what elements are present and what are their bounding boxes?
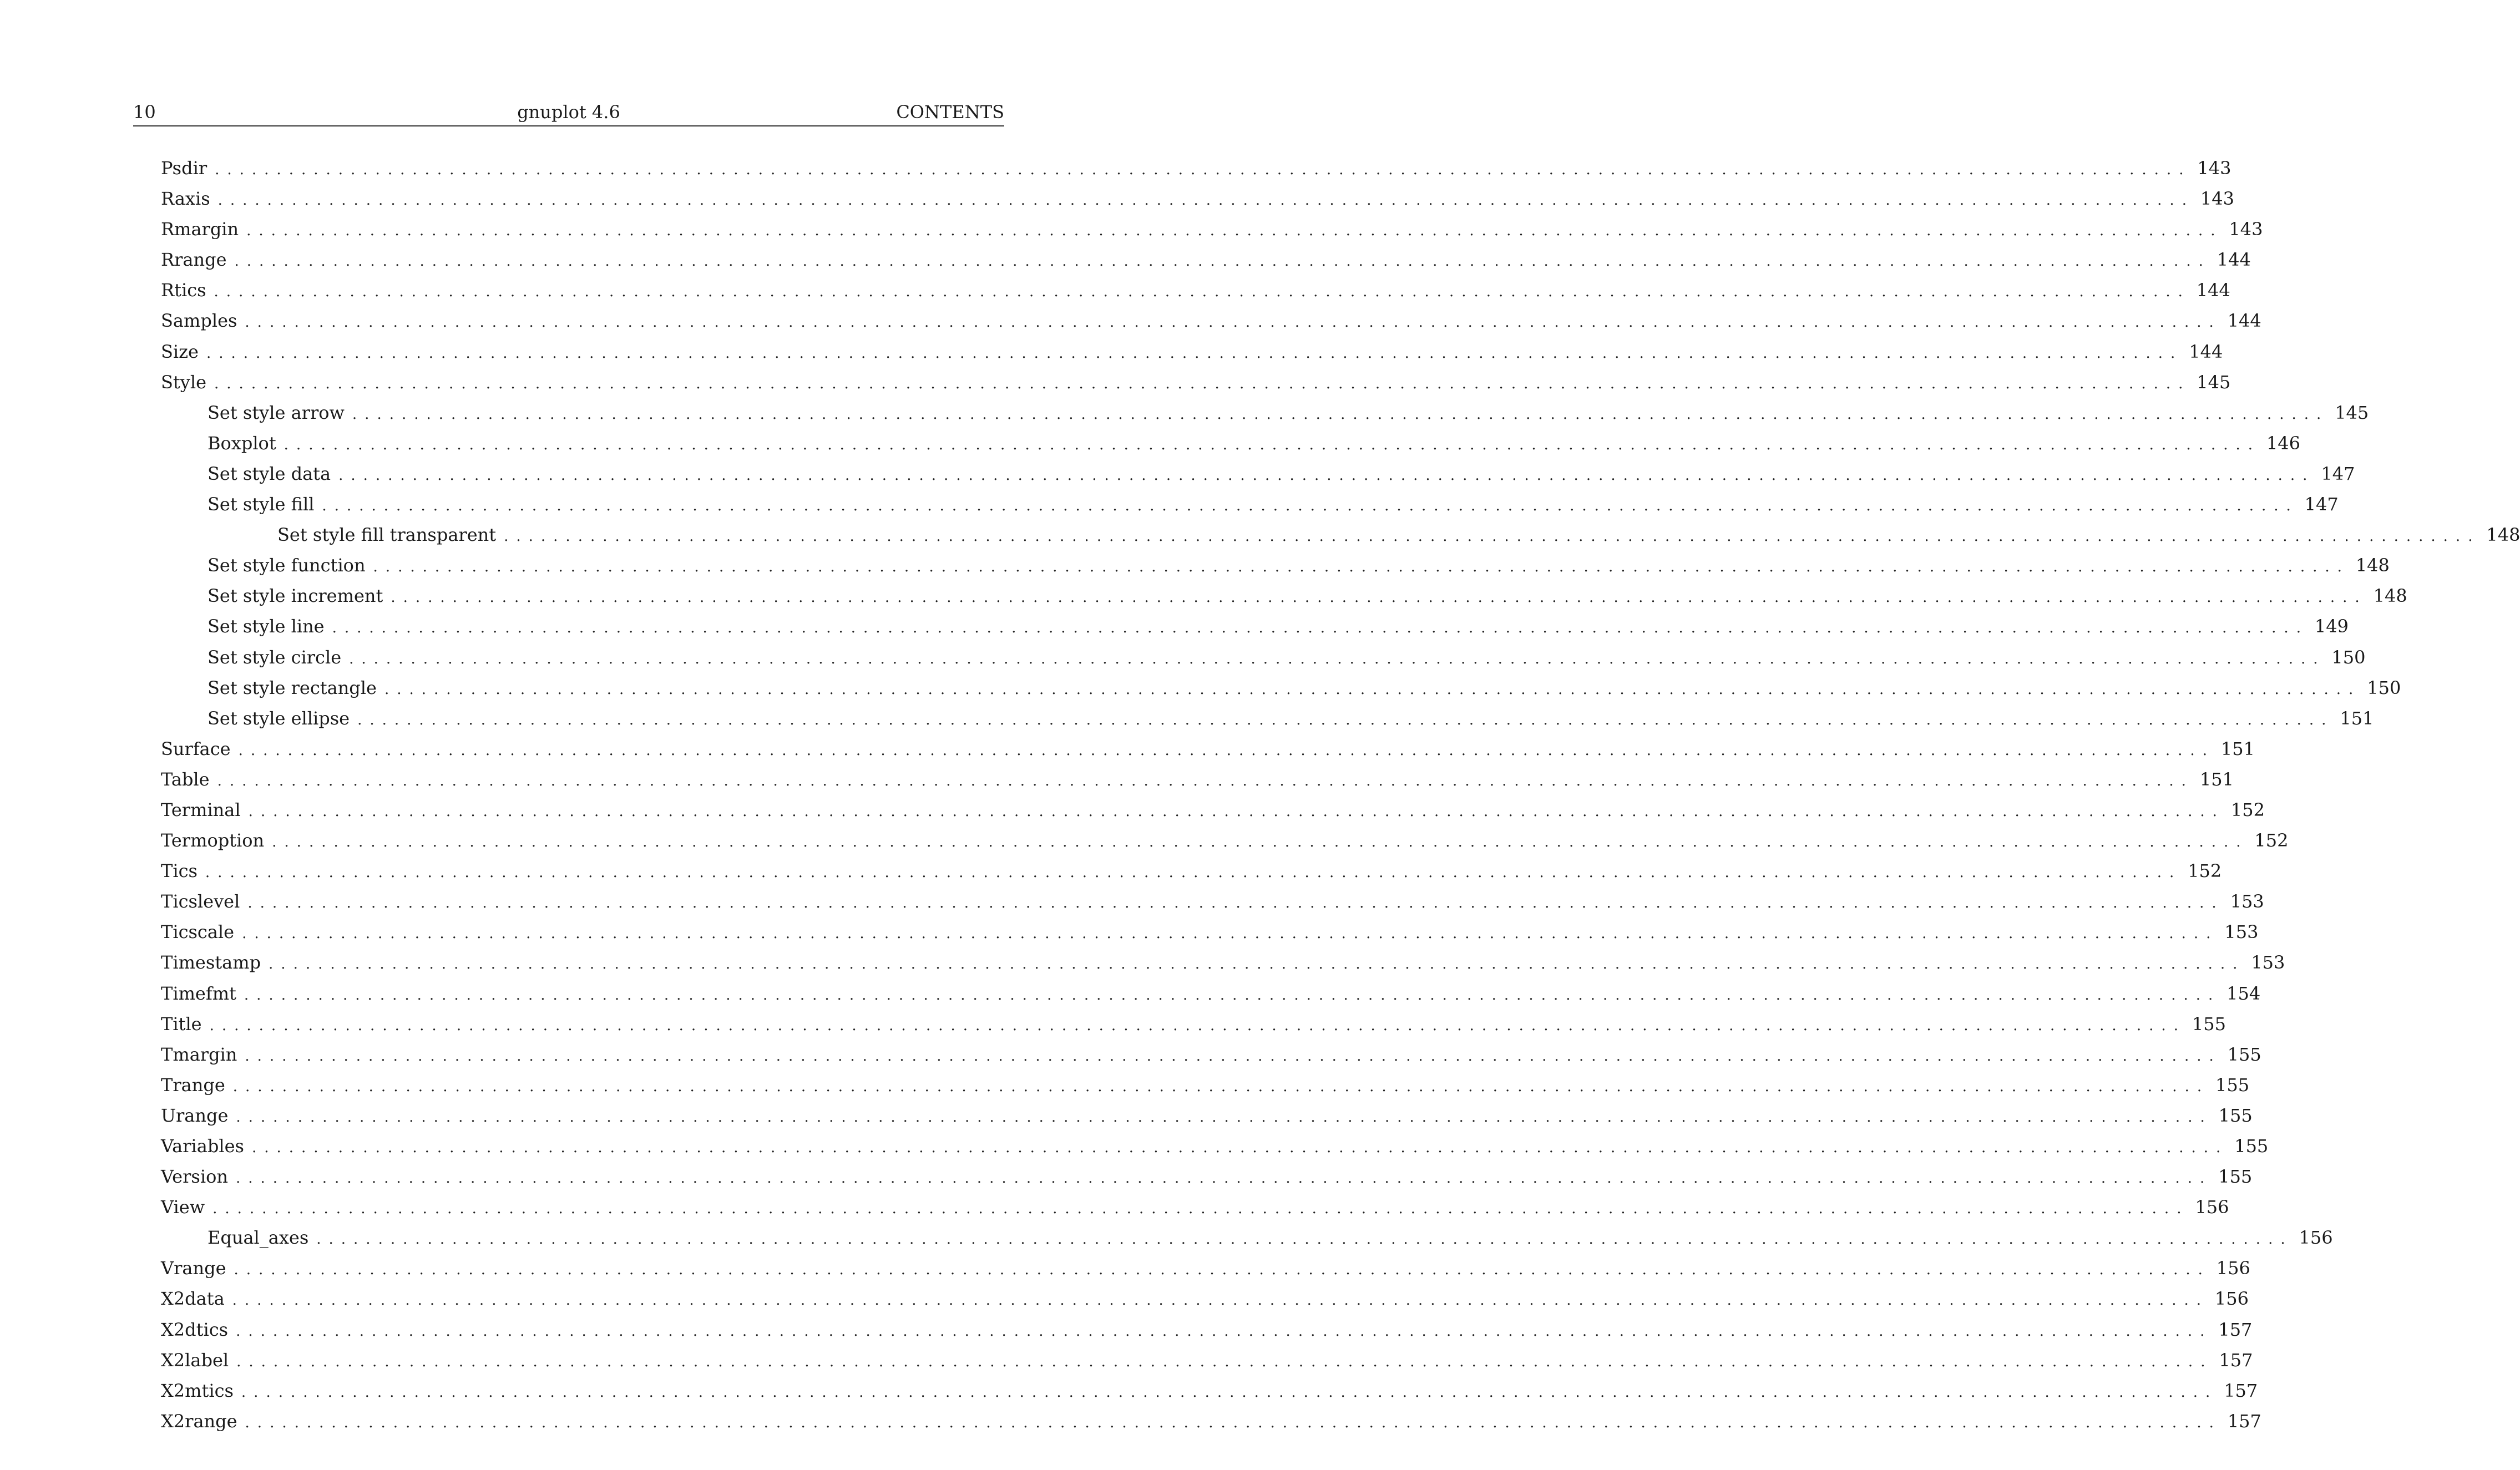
toc-entry-title: Ticslevel	[161, 888, 247, 915]
toc-entry[interactable]	[161, 429, 2301, 460]
toc-entry-page: 155	[2218, 1104, 2253, 1126]
dot-leader: ................................................................................................................................................................	[212, 1200, 2189, 1218]
toc-entry-line	[161, 1254, 2250, 1284]
toc-entry-line	[161, 185, 2234, 214]
toc-entry-page: 155	[2227, 1043, 2261, 1065]
toc-entry-page: 146	[2266, 432, 2301, 454]
toc-entry-page: 151	[2199, 768, 2234, 790]
toc-entry-line	[161, 1041, 2261, 1070]
dot-leader: ................................................................................................................................................................	[215, 161, 2192, 178]
toc-entry-line	[161, 1163, 2253, 1192]
document-title: gnuplot 4.6	[517, 102, 620, 123]
toc-entry-page: 144	[2189, 341, 2223, 362]
dot-leader: ................................................................................................................................................................	[244, 986, 2221, 1003]
dot-leader: ................................................................................................................................................................	[236, 1322, 2213, 1340]
toc-entry-title: Timefmt	[161, 980, 244, 1007]
dot-leader: ................................................................................................................................................................	[504, 528, 2481, 545]
toc-entry-title: Set style line	[208, 612, 332, 640]
toc-entry-page: 149	[2314, 616, 2349, 637]
toc-entry-page: 156	[2299, 1227, 2333, 1249]
toc-entry[interactable]	[161, 1377, 2258, 1407]
toc-entry-line	[208, 399, 2369, 428]
toc-entry-page: 156	[2195, 1197, 2229, 1218]
toc-entry-page: 152	[2230, 799, 2265, 820]
dot-leader: ................................................................................................................................................................	[338, 467, 2315, 484]
dot-leader: ................................................................................................................................................................	[206, 344, 2183, 362]
toc-entry-line	[161, 1132, 2269, 1162]
toc-entry-line	[161, 888, 2264, 917]
toc-entry[interactable]	[161, 766, 2234, 796]
toc-entry-page: 150	[2331, 646, 2366, 668]
dot-leader: ................................................................................................................................................................	[236, 1353, 2213, 1370]
toc-entry-line	[161, 1407, 2261, 1437]
dot-leader: ................................................................................................................................................................	[247, 895, 2224, 912]
dot-leader: ................................................................................................................................................................	[232, 1078, 2210, 1095]
toc-entry[interactable]	[161, 612, 2349, 643]
toc-entry-title: Boxplot	[208, 429, 284, 457]
toc-entry-line	[161, 246, 2251, 275]
toc-entry[interactable]	[161, 918, 2259, 949]
toc-entry-title: X2mtics	[161, 1377, 241, 1405]
toc-entry-title: X2label	[161, 1346, 236, 1374]
dot-leader: ................................................................................................................................................................	[373, 559, 2350, 576]
dot-leader: ................................................................................................................................................................	[246, 222, 2223, 240]
dot-leader: ................................................................................................................................................................	[357, 711, 2334, 728]
toc-entry-title: Vrange	[161, 1254, 234, 1282]
toc-entry-line	[161, 338, 2223, 367]
toc-entry-line	[208, 704, 2374, 734]
toc-entry-title: Urange	[161, 1102, 236, 1129]
toc-entry-line	[161, 1071, 2250, 1101]
toc-entry-title: X2dtics	[161, 1316, 236, 1344]
toc-entry-title: View	[161, 1193, 212, 1221]
toc-entry[interactable]	[161, 490, 2339, 521]
toc-entry[interactable]	[161, 307, 2261, 337]
toc-entry-title: Tmargin	[161, 1041, 245, 1068]
toc-entry-title: Raxis	[161, 185, 218, 212]
toc-entry-line	[161, 1102, 2253, 1131]
toc-entry-page: 155	[2192, 1013, 2226, 1035]
toc-entry-page: 153	[2251, 952, 2285, 974]
toc-entry-line	[161, 1377, 2258, 1406]
toc-entry-line	[208, 460, 2355, 489]
toc-entry-line	[161, 735, 2255, 764]
toc-entry[interactable]	[161, 1407, 2261, 1438]
toc-entry-line	[161, 368, 2231, 398]
dot-leader: ................................................................................................................................................................	[349, 650, 2326, 667]
dot-leader: ................................................................................................................................................................	[234, 1261, 2210, 1279]
toc-entry-title: Title	[161, 1010, 210, 1038]
dot-leader: ................................................................................................................................................................	[217, 192, 2194, 209]
toc-entry[interactable]	[161, 154, 2231, 185]
toc-entry-page: 147	[2304, 494, 2339, 515]
toc-entry-title: Equal_axes	[208, 1224, 316, 1251]
toc-entry-title: Rmargin	[161, 215, 246, 243]
dot-leader: ................................................................................................................................................................	[209, 1017, 2186, 1034]
dot-leader: ................................................................................................................................................................	[236, 1108, 2213, 1126]
dot-leader: ................................................................................................................................................................	[214, 375, 2191, 392]
toc-entry-title: Termoption	[161, 827, 272, 854]
toc-entry-page: 143	[2229, 219, 2263, 240]
toc-entry-line	[208, 429, 2301, 459]
toc-entry[interactable]	[161, 1071, 2250, 1102]
toc-entry[interactable]	[161, 215, 2263, 246]
toc-entry-title: X2range	[161, 1407, 245, 1435]
toc-entry-title: Set style fill transparent	[277, 521, 504, 549]
toc-entry[interactable]	[161, 460, 2355, 490]
toc-entry-title: Tics	[161, 857, 205, 885]
toc-entry-line	[161, 796, 2265, 825]
toc-entry[interactable]	[161, 1010, 2226, 1041]
dot-leader: ................................................................................................................................................................	[272, 834, 2249, 851]
toc-entry-line	[161, 215, 2263, 245]
toc-entry[interactable]	[161, 735, 2255, 766]
toc-entry[interactable]	[161, 888, 2264, 918]
toc-entry-page: 157	[2219, 1349, 2253, 1371]
toc-entry-page: 145	[2197, 371, 2231, 393]
dot-leader: ................................................................................................................................................................	[235, 1170, 2213, 1187]
toc-entry[interactable]	[161, 796, 2265, 827]
toc-entry-line	[161, 766, 2234, 795]
toc-entry-line	[161, 827, 2289, 856]
toc-entry[interactable]	[161, 1102, 2253, 1132]
dot-leader: ................................................................................................................................................................	[269, 956, 2245, 973]
toc-entry-line	[161, 980, 2261, 1009]
toc-entry-page: 155	[2215, 1074, 2250, 1096]
toc-entry-page: 150	[2367, 677, 2401, 698]
toc-entry[interactable]	[161, 949, 2285, 979]
toc-entry[interactable]	[161, 276, 2230, 307]
dot-leader: ................................................................................................................................................................	[214, 283, 2190, 301]
toc-entry-page: 151	[2340, 707, 2374, 729]
dot-leader: ................................................................................................................................................................	[352, 405, 2329, 423]
toc-entry-page: 153	[2230, 891, 2264, 913]
toc-entry-line	[161, 1193, 2229, 1223]
toc-entry[interactable]	[161, 704, 2374, 735]
toc-entry-page: 144	[2217, 249, 2251, 271]
toc-entry[interactable]	[161, 1316, 2253, 1346]
toc-entry[interactable]	[161, 338, 2223, 368]
toc-entry[interactable]	[161, 521, 2520, 551]
dot-leader: ................................................................................................................................................................	[232, 1292, 2209, 1309]
toc-entry-page: 145	[2335, 402, 2369, 423]
toc-entry-title: Size	[161, 338, 206, 366]
toc-entry-page: 157	[2227, 1410, 2261, 1432]
toc-entry-line	[161, 276, 2230, 306]
toc-entry-line	[161, 154, 2231, 184]
dot-leader: ................................................................................................................................................................	[245, 1414, 2222, 1431]
toc-entry-title: X2data	[161, 1285, 232, 1312]
toc-entry[interactable]	[161, 674, 2401, 704]
toc-entry-line	[161, 1010, 2226, 1040]
dot-leader: ................................................................................................................................................................	[241, 1383, 2218, 1401]
dot-leader: ................................................................................................................................................................	[384, 681, 2361, 698]
toc-entry[interactable]	[161, 368, 2231, 399]
toc-entry-title: Ticscale	[161, 918, 242, 946]
toc-entry-title: Set style function	[208, 551, 373, 579]
toc-entry[interactable]	[161, 185, 2234, 215]
toc-entry[interactable]	[161, 1254, 2250, 1285]
dot-leader: ................................................................................................................................................................	[322, 498, 2299, 515]
toc-entry[interactable]	[161, 551, 2390, 582]
toc-entry[interactable]	[161, 1285, 2249, 1315]
toc-entry-line	[208, 674, 2401, 703]
toc-entry-line	[161, 918, 2259, 947]
dot-leader: ................................................................................................................................................................	[332, 620, 2309, 637]
toc-entry-title: Psdir	[161, 154, 215, 182]
toc-entry-page: 153	[2224, 921, 2259, 943]
toc-entry-line	[208, 582, 2407, 611]
toc-entry[interactable]	[161, 827, 2289, 857]
toc-entry-title: Style	[161, 368, 214, 396]
toc-entry[interactable]	[161, 246, 2251, 276]
toc-entry-title: Samples	[161, 307, 245, 334]
toc-entry-line	[161, 1285, 2249, 1314]
toc-entry-title: Set style data	[208, 460, 338, 488]
toc-entry[interactable]	[161, 1224, 2333, 1254]
toc-entry-page: 147	[2321, 463, 2355, 484]
toc-entry-title: Rrange	[161, 246, 235, 273]
toc-entry-line	[161, 1346, 2253, 1376]
toc-entry-title: Set style circle	[208, 643, 349, 671]
dot-leader: ................................................................................................................................................................	[234, 253, 2211, 270]
toc-entry-line	[208, 490, 2339, 520]
toc-entry-page: 143	[2197, 158, 2231, 179]
toc-entry[interactable]	[161, 857, 2222, 888]
toc-entry-page: 157	[2224, 1380, 2258, 1401]
toc-entry-line	[277, 521, 2520, 550]
toc-entry-line	[161, 949, 2285, 978]
toc-entry[interactable]	[161, 1193, 2229, 1224]
toc-entry-line	[161, 1316, 2253, 1345]
toc-entry-title: Terminal	[161, 796, 249, 824]
dot-leader: ................................................................................................................................................................	[284, 436, 2261, 453]
toc-entry[interactable]	[161, 1041, 2261, 1071]
toc-entry-page: 154	[2226, 982, 2261, 1004]
toc-entry[interactable]	[161, 980, 2261, 1010]
section-name: CONTENTS	[896, 102, 1004, 123]
toc-entry-page: 155	[2218, 1166, 2253, 1188]
toc-entry-line	[161, 307, 2261, 336]
dot-leader: ................................................................................................................................................................	[217, 772, 2194, 789]
toc-entry-page: 152	[2254, 830, 2289, 851]
toc-entry-line	[208, 612, 2349, 642]
toc-entry-page: 152	[2188, 860, 2222, 882]
toc-entry-title: Set style rectangle	[208, 674, 384, 702]
toc-entry-page: 151	[2220, 738, 2255, 759]
toc-entry[interactable]	[161, 643, 2366, 674]
toc-entry-page: 155	[2234, 1136, 2269, 1157]
dot-leader: ................................................................................................................................................................	[316, 1231, 2293, 1248]
page-number: 10	[133, 102, 156, 123]
running-header	[133, 100, 1004, 126]
dot-leader: ................................................................................................................................................................	[245, 1047, 2222, 1065]
dot-leader: ................................................................................................................................................................	[205, 864, 2182, 881]
toc-entry-title: Set style arrow	[208, 399, 352, 427]
dot-leader: ................................................................................................................................................................	[248, 803, 2225, 820]
dot-leader: ................................................................................................................................................................	[245, 314, 2222, 331]
dot-leader: ................................................................................................................................................................	[251, 1139, 2229, 1156]
toc-entry-title: Timestamp	[161, 949, 269, 976]
toc-entry-line	[208, 1224, 2333, 1253]
toc-entry-line	[161, 857, 2222, 886]
toc-entry-title: Set style ellipse	[208, 704, 357, 732]
toc-entry-page: 144	[2227, 310, 2261, 332]
toc-entry-page: 148	[2373, 585, 2407, 607]
toc-entry-page: 156	[2214, 1288, 2249, 1310]
toc-entry-page: 144	[2196, 280, 2230, 301]
toc-entry-title: Surface	[161, 735, 239, 763]
toc-entry[interactable]	[161, 399, 2369, 429]
toc-entry-title: Trange	[161, 1071, 233, 1099]
dot-leader: ................................................................................................................................................................	[238, 742, 2215, 759]
toc-entry-title: Table	[161, 766, 217, 793]
toc-entry[interactable]	[161, 582, 2407, 612]
toc-entry-page: 148	[2355, 555, 2390, 576]
dot-leader: ................................................................................................................................................................	[391, 589, 2367, 606]
toc-entry-page: 143	[2200, 188, 2234, 210]
table-of-contents	[161, 154, 2520, 1438]
toc-entry-title: Rtics	[161, 276, 214, 304]
toc-entry[interactable]	[161, 1132, 2269, 1163]
toc-entry-title: Version	[161, 1163, 236, 1190]
toc-entry-line	[208, 643, 2366, 673]
toc-entry-title: Variables	[161, 1132, 252, 1160]
toc-entry[interactable]	[161, 1163, 2253, 1193]
toc-entry-title: Set style fill	[208, 490, 322, 518]
toc-entry-page: 157	[2218, 1319, 2253, 1340]
toc-entry-title: Set style increment	[208, 582, 391, 610]
toc-entry-page: 156	[2216, 1258, 2250, 1279]
toc-entry[interactable]	[161, 1346, 2253, 1377]
toc-entry-line	[208, 551, 2390, 581]
toc-entry-page: 148	[2486, 524, 2520, 546]
dot-leader: ................................................................................................................................................................	[242, 925, 2219, 942]
